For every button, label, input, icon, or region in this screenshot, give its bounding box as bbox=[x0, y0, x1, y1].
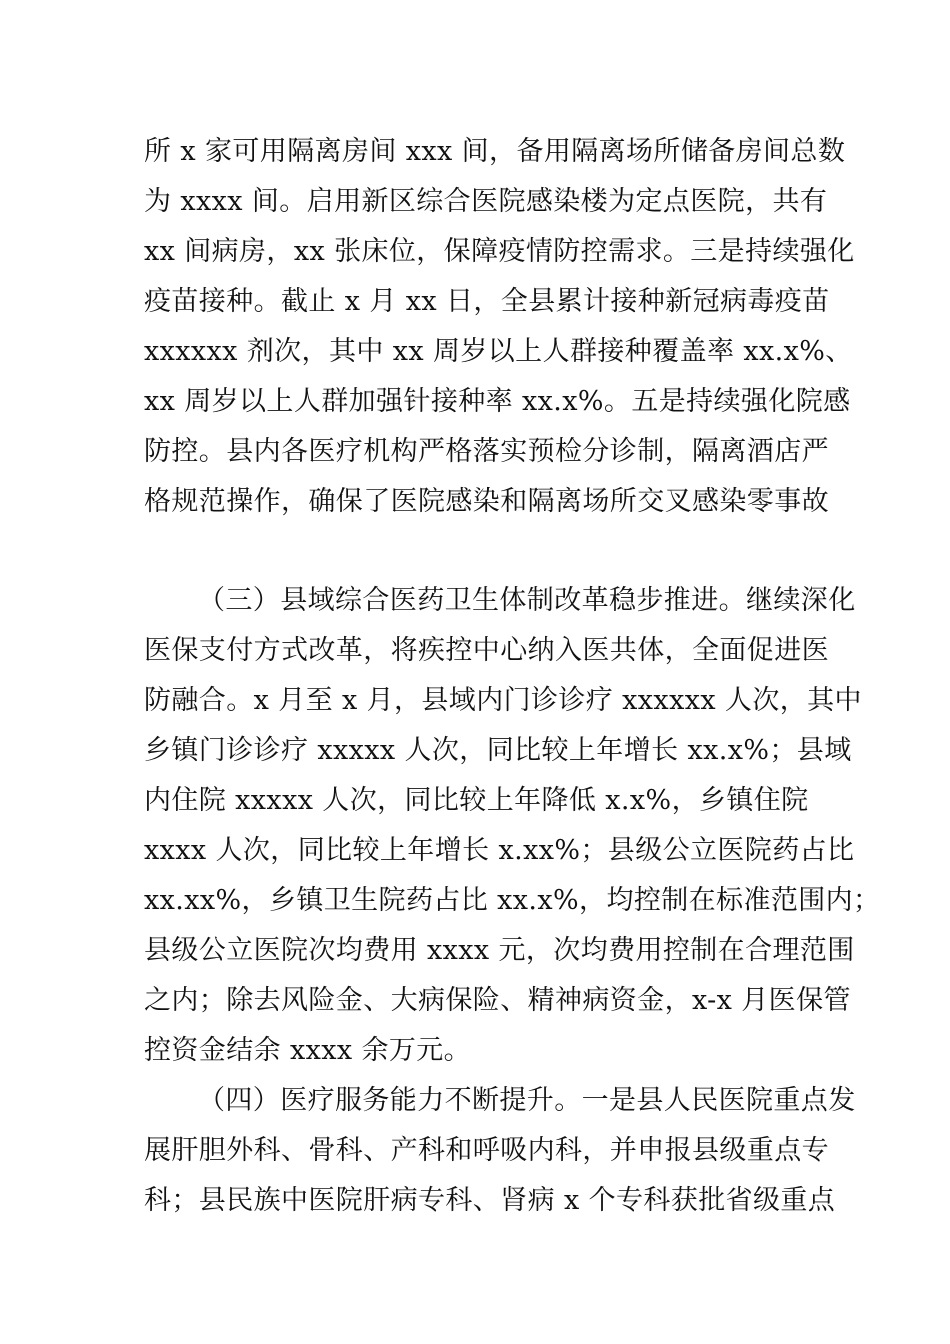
section-heading-line: （四）医疗服务能力不断提升。一是县人民医院重点发 bbox=[198, 1085, 856, 1116]
section-heading-line: （三）县域综合医药卫生体制改革稳步推进。继续深化 bbox=[198, 585, 856, 616]
text-line: 展肝胆外科、骨科、产科和呼吸内科，并申报县级重点专 bbox=[144, 1135, 829, 1166]
text-line: 科；县民族中医院肝病专科、肾病 x 个专科获批省级重点 bbox=[144, 1185, 836, 1216]
text-line: 防融合。x 月至 x 月，县域内门诊诊疗 xxxxxx 人次，其中 bbox=[144, 685, 862, 716]
text-line: 医保支付方式改革，将疾控中心纳入医共体，全面促进医 bbox=[144, 635, 829, 666]
text-line: xxxx 人次，同比较上年增长 x.xx%；县级公立医院药占比 bbox=[144, 835, 855, 866]
text-line: xxxxxx 剂次，其中 xx 周岁以上人群接种覆盖率 xx.x%、 bbox=[144, 336, 853, 367]
text-line: xx 间病房，xx 张床位，保障疫情防控需求。三是持续强化 bbox=[144, 236, 855, 267]
text-line: xx 周岁以上人群加强针接种率 xx.x%。五是持续强化院感 bbox=[144, 386, 851, 417]
text-line: 防控。县内各医疗机构严格落实预检分诊制，隔离酒店严 bbox=[144, 436, 829, 467]
text-line: 之内；除去风险金、大病保险、精神病资金，x-x 月医保管 bbox=[144, 985, 851, 1016]
text-line: 内住院 xxxxx 人次，同比较上年降低 x.x%，乡镇住院 bbox=[144, 785, 809, 816]
text-line: 控资金结余 xxxx 余万元。 bbox=[144, 1035, 472, 1066]
text-line: 县级公立医院次均费用 xxxx 元，次均费用控制在合理范围 bbox=[144, 935, 855, 966]
text-line: 格规范操作，确保了医院感染和隔离场所交叉感染零事故 bbox=[144, 486, 829, 517]
text-line: 乡镇门诊诊疗 xxxxx 人次，同比较上年增长 xx.x%；县域 bbox=[144, 735, 852, 766]
text-line: 疫苗接种。截止 x 月 xx 日，全县累计接种新冠病毒疫苗 bbox=[144, 286, 830, 317]
text-line: 所 x 家可用隔离房间 xxx 间，备用隔离场所储备房间总数 bbox=[144, 136, 846, 167]
text-line: xx.xx%，乡镇卫生院药占比 xx.x%，均控制在标准范围内； bbox=[144, 885, 881, 916]
text-line: 为 xxxx 间。启用新区综合医院感染楼为定点医院，共有 bbox=[144, 186, 828, 217]
